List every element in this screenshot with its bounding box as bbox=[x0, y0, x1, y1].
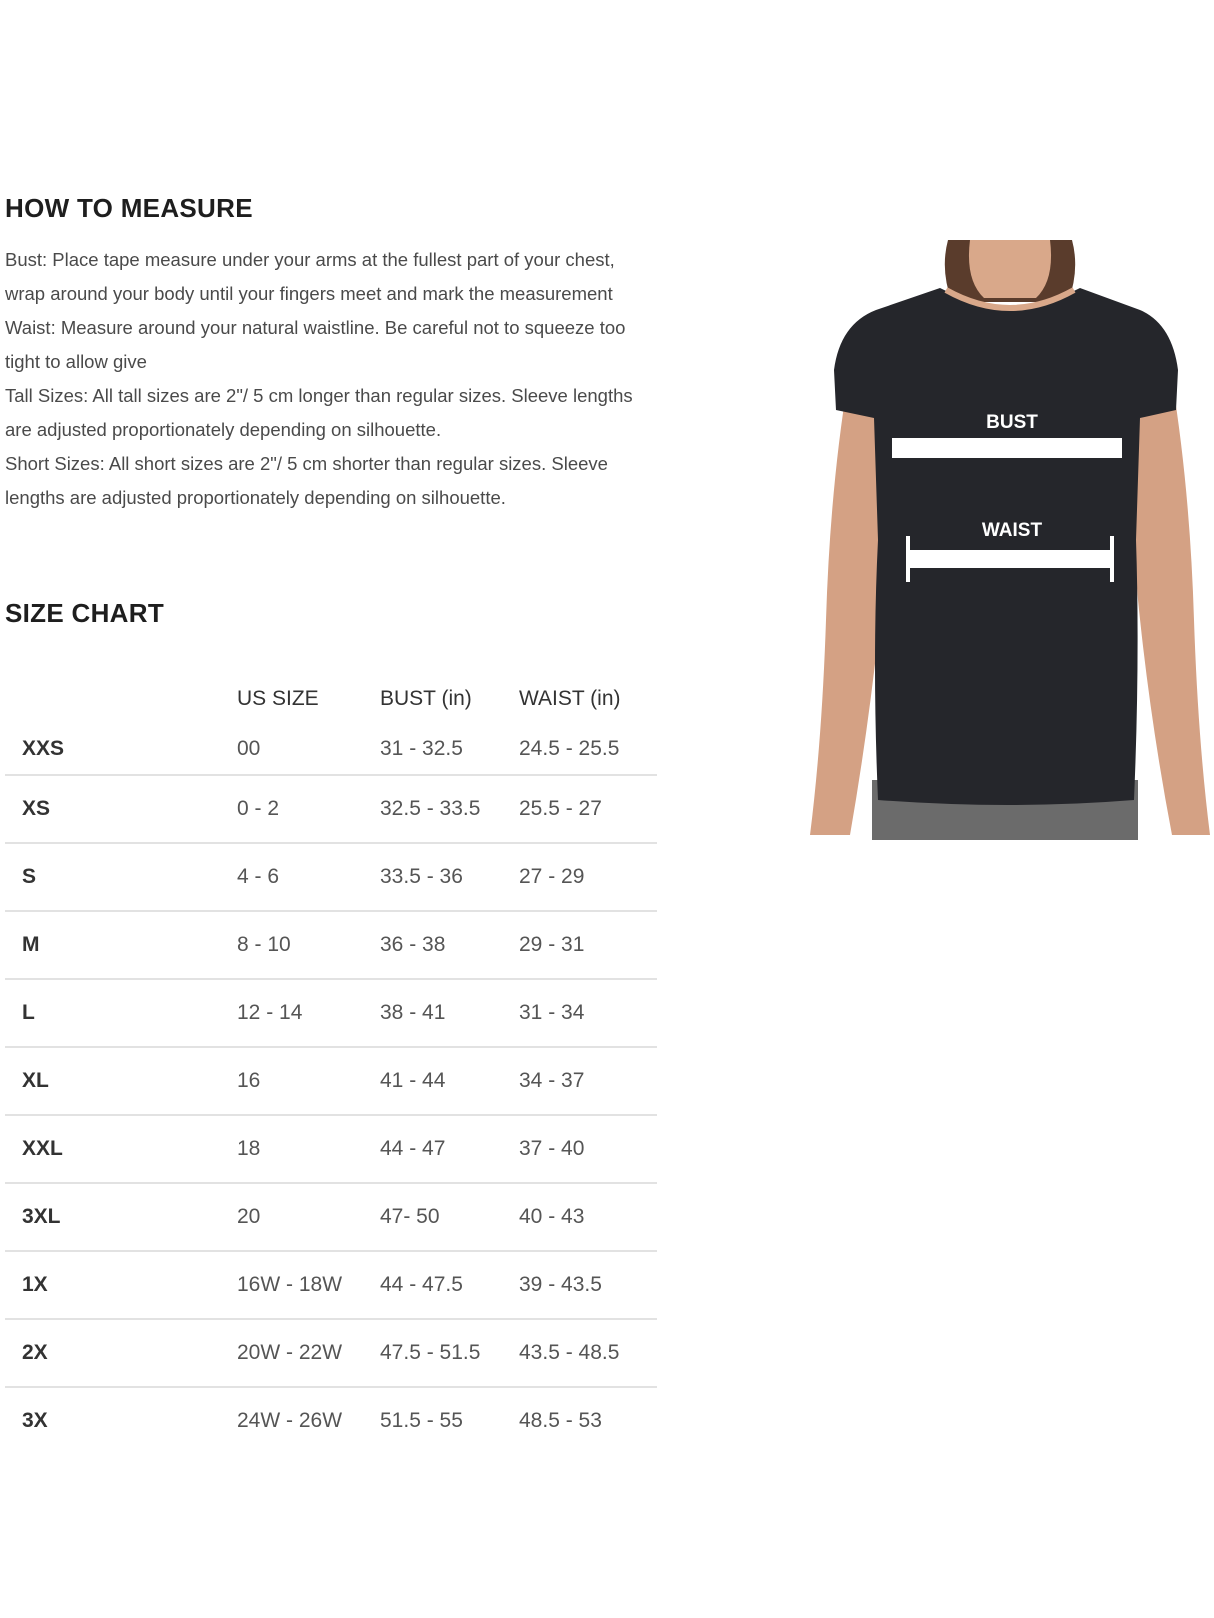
bust-cell: 38 - 41 bbox=[380, 979, 519, 1047]
short-sizes-instruction: Short Sizes: All short sizes are 2"/ 5 cm shorter than regular sizes. Sleeve lengths are adjusted proportionately depending on silhouette. bbox=[5, 453, 608, 508]
bust-measure-band bbox=[892, 438, 1122, 458]
size-cell: 3X bbox=[5, 1387, 237, 1454]
us-size-cell: 0 - 2 bbox=[237, 775, 380, 843]
how-to-measure-title: HOW TO MEASURE bbox=[5, 193, 253, 223]
bust-cell: 36 - 38 bbox=[380, 911, 519, 979]
us-size-cell: 20 bbox=[237, 1183, 380, 1251]
waist-cell: 25.5 - 27 bbox=[519, 775, 657, 843]
bust-cell: 44 - 47 bbox=[380, 1115, 519, 1183]
table-row bbox=[5, 979, 657, 1047]
bust-cell: 51.5 - 55 bbox=[380, 1387, 519, 1454]
measure-instructions bbox=[5, 243, 655, 515]
header-waist: WAIST (in) bbox=[519, 687, 621, 710]
waist-cell: 27 - 29 bbox=[519, 843, 657, 911]
size-cell: 2X bbox=[5, 1319, 237, 1387]
table-row bbox=[5, 1251, 657, 1319]
size-cell: S bbox=[5, 843, 237, 911]
waist-cell: 37 - 40 bbox=[519, 1115, 657, 1183]
table-header-row bbox=[5, 674, 657, 724]
us-size-cell: 20W - 22W bbox=[237, 1319, 380, 1387]
waist-band-right-tick bbox=[1110, 536, 1114, 582]
size-cell: XXS bbox=[22, 737, 65, 760]
table-row bbox=[5, 843, 657, 911]
table-row bbox=[5, 911, 657, 979]
bust-cell: 44 - 47.5 bbox=[380, 1251, 519, 1319]
us-size-cell: 4 - 6 bbox=[237, 843, 380, 911]
header-us-size: US SIZE bbox=[237, 687, 319, 710]
bust-cell: 47- 50 bbox=[380, 1183, 519, 1251]
us-size-cell: 12 - 14 bbox=[237, 979, 380, 1047]
size-chart-table bbox=[5, 674, 657, 1454]
waist-cell: 24.5 - 25.5 bbox=[519, 737, 620, 760]
table-row bbox=[5, 1319, 657, 1387]
table-row bbox=[5, 1115, 657, 1183]
waist-instruction: Waist: Measure around your natural waistline. Be careful not to squeeze too tight to allow give bbox=[5, 317, 626, 372]
size-cell: L bbox=[5, 979, 237, 1047]
shirt-shape bbox=[834, 288, 1178, 805]
neck-shape bbox=[969, 240, 1051, 298]
size-cell: 1X bbox=[5, 1251, 237, 1319]
table-row bbox=[5, 1183, 657, 1251]
size-chart-title: SIZE CHART bbox=[5, 598, 164, 628]
table-row bbox=[5, 1047, 657, 1115]
waist-cell: 34 - 37 bbox=[519, 1047, 657, 1115]
header-size bbox=[5, 674, 237, 724]
bust-instruction: Bust: Place tape measure under your arms at the fullest part of your chest, wrap around your body until your fingers meet and mark the measurement bbox=[5, 249, 615, 304]
waist-cell: 39 - 43.5 bbox=[519, 1251, 657, 1319]
size-cell: XXL bbox=[5, 1115, 237, 1183]
table-row bbox=[5, 775, 657, 843]
waist-cell: 29 - 31 bbox=[519, 911, 657, 979]
us-size-cell: 16W - 18W bbox=[237, 1251, 380, 1319]
waist-label: WAIST bbox=[981, 520, 1043, 541]
tall-sizes-instruction: Tall Sizes: All tall sizes are 2"/ 5 cm longer than regular sizes. Sleeve lengths are adjusted proportionately depending on silhouette. bbox=[5, 385, 633, 440]
us-size-cell: 8 - 10 bbox=[237, 911, 380, 979]
model-illustration bbox=[800, 240, 1210, 840]
bust-cell: 31 - 32.5 bbox=[380, 737, 463, 760]
us-size-cell: 00 bbox=[237, 737, 261, 760]
us-size-cell: 16 bbox=[237, 1047, 380, 1115]
bust-cell: 32.5 - 33.5 bbox=[380, 775, 519, 843]
bust-cell: 41 - 44 bbox=[380, 1047, 519, 1115]
size-cell: 3XL bbox=[5, 1183, 237, 1251]
waist-cell: 31 - 34 bbox=[519, 979, 657, 1047]
table-row bbox=[5, 1387, 657, 1454]
right-arm-shape bbox=[1128, 380, 1210, 835]
bust-label: BUST bbox=[986, 412, 1038, 433]
bust-cell: 33.5 - 36 bbox=[380, 843, 519, 911]
waist-cell: 48.5 - 53 bbox=[519, 1387, 657, 1454]
size-cell: XL bbox=[5, 1047, 237, 1115]
us-size-cell: 18 bbox=[237, 1115, 380, 1183]
size-cell: XS bbox=[5, 775, 237, 843]
waist-band-left-tick bbox=[906, 536, 910, 582]
model-figure bbox=[800, 240, 1210, 840]
size-cell: M bbox=[5, 911, 237, 979]
waist-cell: 40 - 43 bbox=[519, 1183, 657, 1251]
bust-cell: 47.5 - 51.5 bbox=[380, 1319, 519, 1387]
us-size-cell: 24W - 26W bbox=[237, 1387, 380, 1454]
waist-cell: 43.5 - 48.5 bbox=[519, 1319, 657, 1387]
table-row bbox=[5, 724, 657, 775]
waist-measure-band bbox=[910, 550, 1110, 568]
header-bust: BUST (in) bbox=[380, 687, 472, 710]
